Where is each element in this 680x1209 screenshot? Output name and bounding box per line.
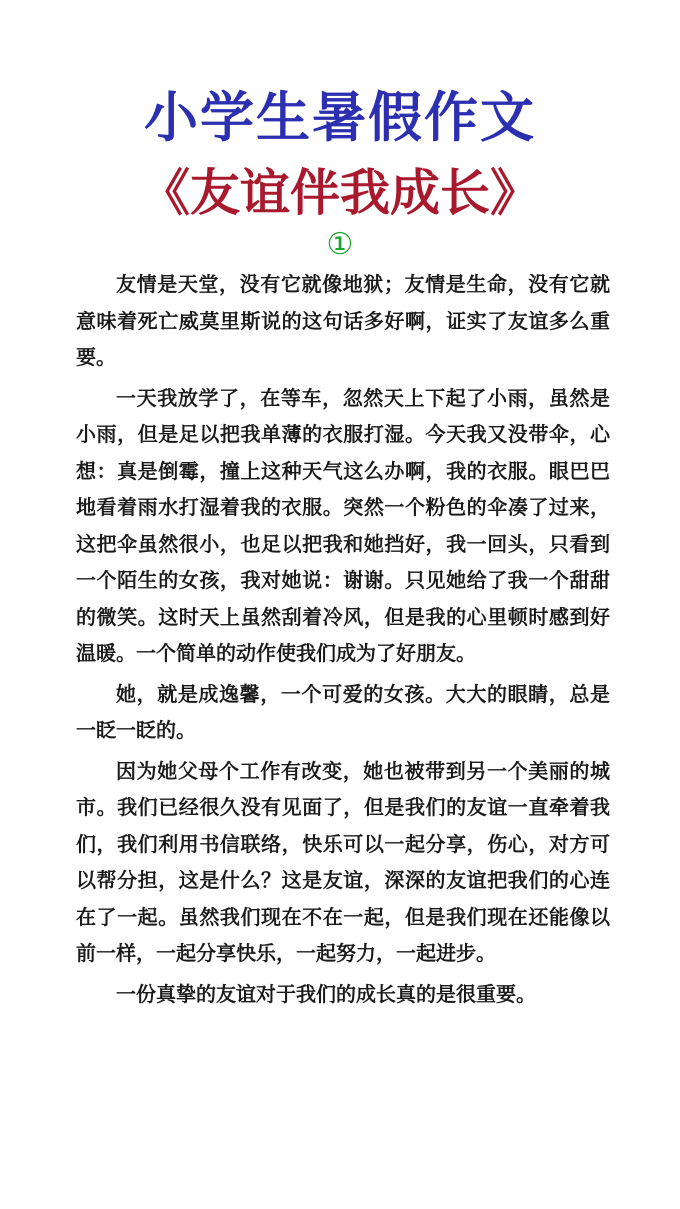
page-title: 小学生暑假作文 xyxy=(144,86,536,149)
essay-body xyxy=(76,266,610,1016)
essay-paragraph: 一天我放学了，在等车，忽然天上下起了小雨，虽然是小雨，但是足以把我单薄的衣服打湿。今天我又没带伞，心想：真是倒霉，撞上这种天气这么办啊，我的衣服。眼巴巴地看着雨水打湿着我的衣服。突然一个粉色的伞凑了过来，这把伞虽然很小，也足以把我和她挡好，我一回头，只看到一个陌生的女孩，我对她说：谢谢。只见她给了我一个甜甜的微笑。这时天上虽然刮着冷风，但是我的心里顿时感到好温暖。一个简单的动作使我们成为了好朋友。 xyxy=(76,385,610,665)
essay-title: 《友谊伴我成长》 xyxy=(140,164,540,222)
essay-paragraph: 友情是天堂，没有它就像地狱；友情是生命，没有它就意味着死亡威莫里斯说的这句话多好啊，证实了友谊多么重要。 xyxy=(76,272,610,369)
essay-paragraph: 因为她父母个工作有改变，她也被带到另一个美丽的城市。我们已经很久没有见面了，但是我们的友谊一直牵着我们，我们利用书信联络，快乐可以一起分享，伤心，对方可以帮分担，这是什么？这是友谊，深深的友谊把我们的心连在了一起。虽然我们现在不在一起，但是我们现在还能像以前一样，一起分享快乐，一起努力，一起进步。 xyxy=(76,758,610,965)
essay-paragraph: 她，就是成逸馨，一个可爱的女孩。大大的眼睛，总是一眨一眨的。 xyxy=(76,681,610,742)
part-number-marker: ① xyxy=(326,227,354,262)
essay-paragraph: 一份真挚的友谊对于我们的成长真的是很重要。 xyxy=(116,981,536,1006)
